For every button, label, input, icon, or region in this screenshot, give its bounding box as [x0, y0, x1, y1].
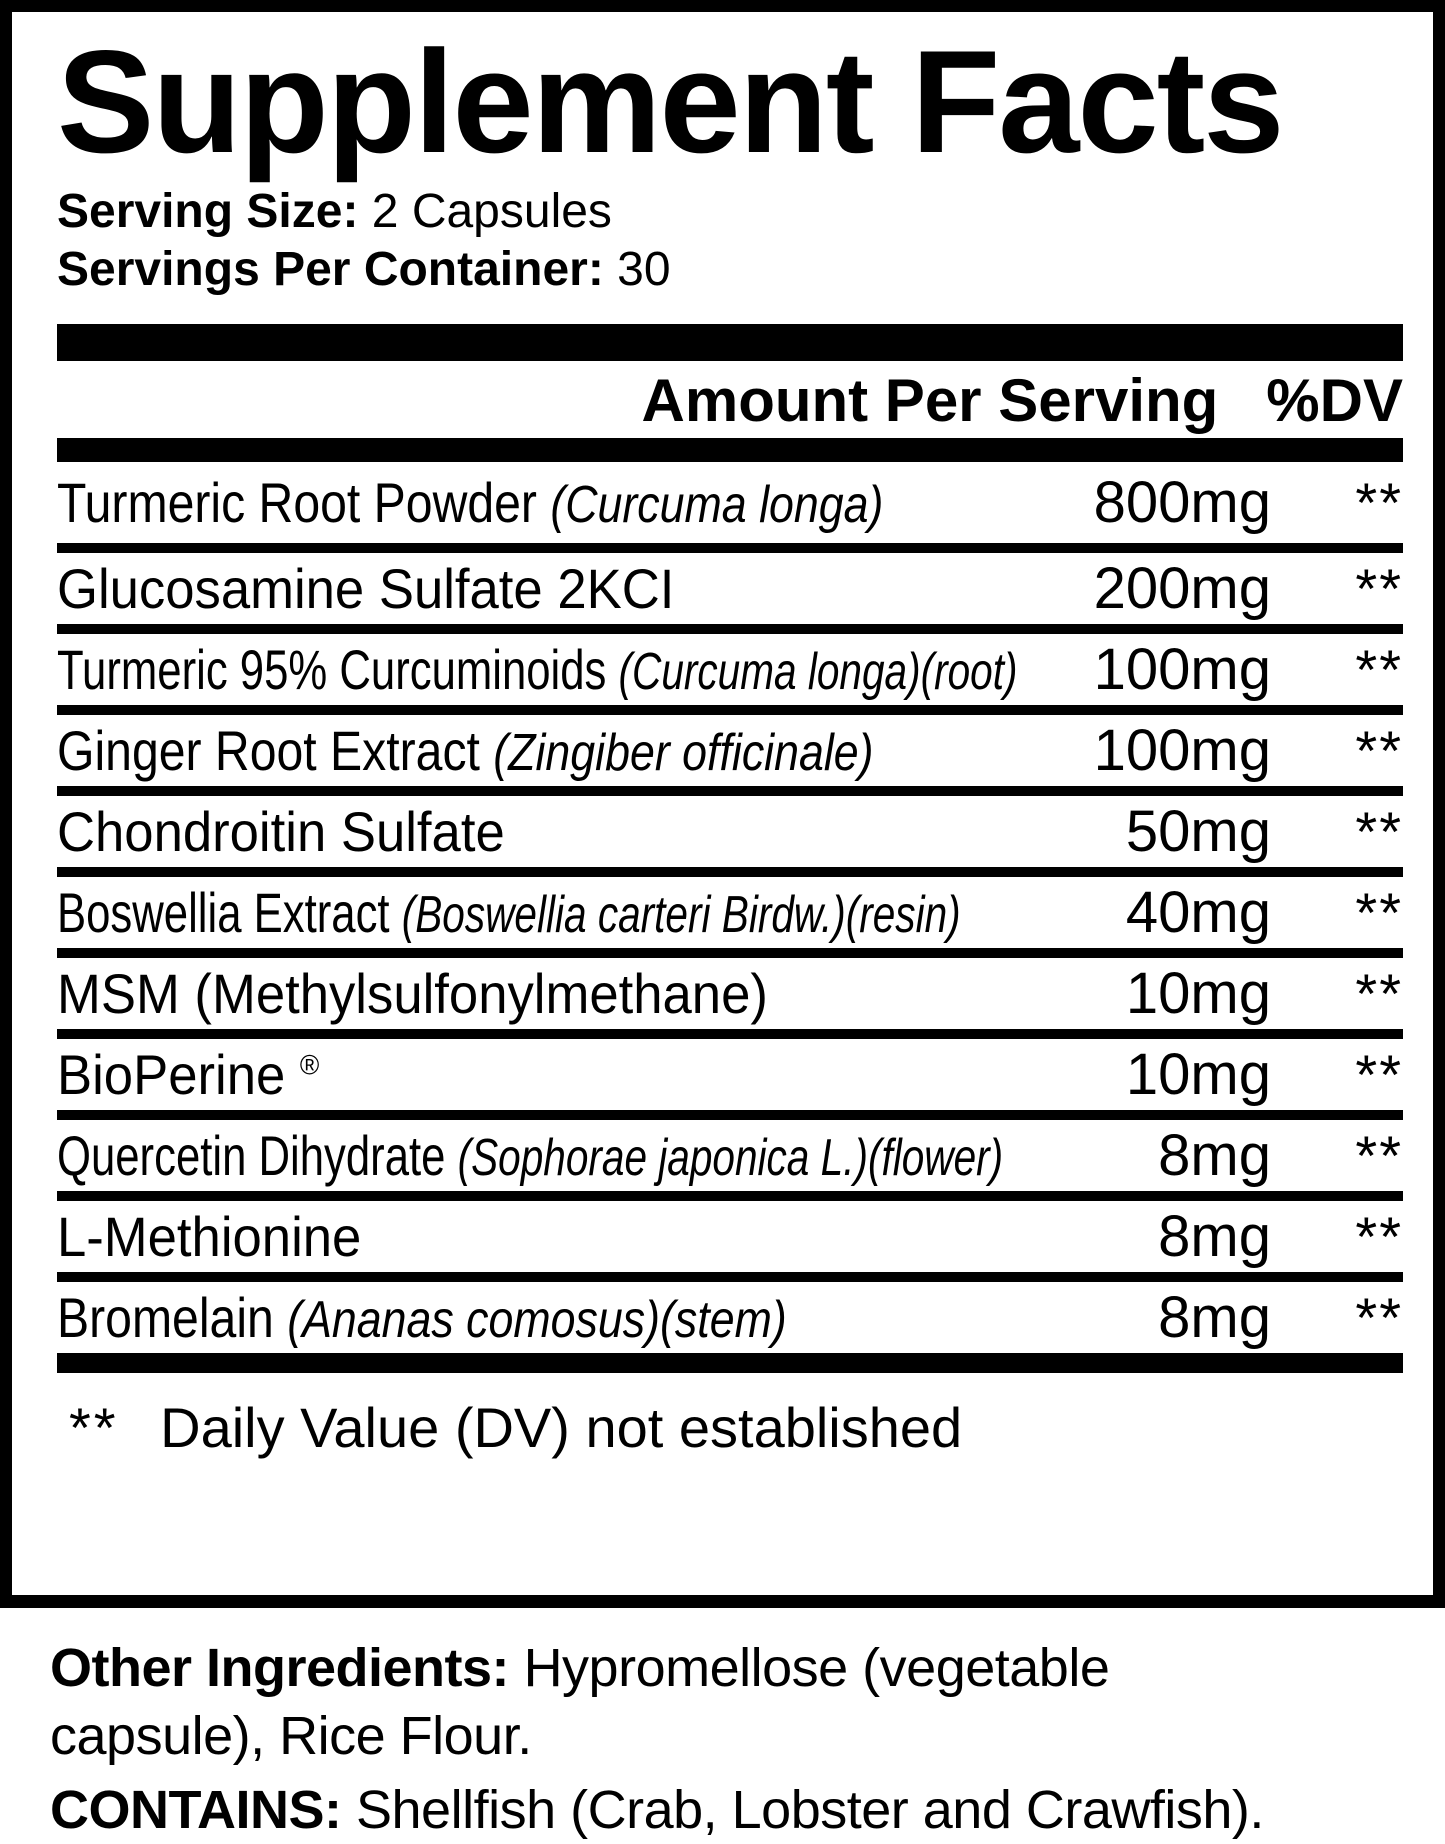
row-name: Quercetin Dihydrate — [57, 1123, 446, 1187]
allergen-statement — [50, 1776, 1445, 1844]
footnote-marker: ** — [69, 1395, 119, 1459]
serving-size-value: 2 Capsules — [371, 184, 612, 238]
contains-text: Shellfish (Crab, Lobster and Crawfish). — [356, 1780, 1264, 1841]
row-botanical-detail: (Ananas comosus)(stem) — [287, 1290, 787, 1349]
ingredient-table — [57, 462, 1403, 1353]
serving-size-line — [57, 183, 1403, 241]
below-panel-section — [0, 1608, 1445, 1844]
row-botanical-detail: (Zingiber officinale) — [493, 723, 874, 782]
row-name-cell — [57, 1042, 1126, 1107]
footnote-text: Daily Value (DV) not established — [160, 1395, 963, 1459]
row-dv: ** — [1355, 961, 1403, 1025]
row-dv: ** — [1355, 799, 1403, 863]
table-row — [57, 624, 1403, 705]
table-row — [57, 705, 1403, 786]
row-dv: ** — [1355, 1285, 1403, 1349]
row-amount: 800mg — [1093, 469, 1271, 535]
row-name-cell — [57, 718, 1094, 783]
row-name: Bromelain — [57, 1285, 274, 1349]
other-ingredients — [50, 1634, 1280, 1770]
row-botanical-detail: (Curcuma longa)(root) — [618, 642, 1018, 701]
row-dv: ** — [1355, 470, 1403, 534]
row-dv: ** — [1355, 556, 1403, 620]
serving-size-label: Serving Size: — [57, 184, 359, 238]
panel-title: Supplement Facts — [57, 20, 1283, 183]
servings-per-container-label: Servings Per Container: — [57, 242, 604, 296]
serving-info — [57, 183, 1403, 298]
header-percent-dv: %DV — [1266, 367, 1403, 435]
row-amount: 40mg — [1125, 879, 1271, 945]
row-amount: 200mg — [1093, 555, 1271, 621]
row-name: Glucosamine Sulfate 2KCI — [57, 556, 675, 620]
table-row — [57, 1029, 1403, 1110]
servings-per-container-line — [57, 241, 1403, 299]
header-divider-bar — [57, 438, 1403, 462]
row-amount: 100mg — [1093, 636, 1271, 702]
table-bottom-bar — [57, 1353, 1403, 1373]
contains-label: CONTAINS: — [50, 1780, 342, 1841]
row-amount: 8mg — [1158, 1203, 1271, 1269]
table-header — [57, 369, 1403, 434]
row-dv: ** — [1355, 1204, 1403, 1268]
row-amount: 10mg — [1125, 960, 1271, 1026]
row-name: Chondroitin Sulfate — [57, 799, 505, 863]
dv-footnote — [57, 1373, 1403, 1460]
row-botanical-detail: (Sophorae japonica L.)(flower) — [457, 1128, 1004, 1187]
row-name-cell — [57, 1123, 1158, 1188]
header-amount-per-serving: Amount Per Serving — [641, 367, 1219, 435]
table-row — [57, 1272, 1403, 1353]
row-amount: 50mg — [1125, 798, 1271, 864]
table-row — [57, 1191, 1403, 1272]
row-name-cell — [57, 556, 1094, 621]
row-name-cell — [57, 1285, 1158, 1350]
row-name-cell — [57, 961, 1126, 1026]
other-ingredients-label: Other Ingredients: — [50, 1638, 510, 1698]
row-botanical-detail: (Curcuma longa) — [550, 475, 884, 534]
row-name: Ginger Root Extract — [57, 718, 480, 782]
row-name-cell — [57, 880, 1126, 945]
other-ingredients-text: Hypromellose (vegetable capsule), Rice Flour. — [50, 1638, 1110, 1767]
row-name: MSM (Methylsulfonylmethane) — [57, 961, 768, 1025]
table-row — [57, 948, 1403, 1029]
table-row — [57, 543, 1403, 624]
row-amount: 10mg — [1125, 1041, 1271, 1107]
row-dv: ** — [1355, 880, 1403, 944]
row-name-cell — [57, 637, 1094, 702]
servings-per-container-value: 30 — [617, 242, 671, 296]
row-amount: 8mg — [1158, 1122, 1271, 1188]
row-amount: 100mg — [1093, 717, 1271, 783]
row-name-cell — [57, 470, 1094, 535]
row-name: L-Methionine — [57, 1204, 362, 1268]
row-botanical-detail: (Boswellia carteri Birdw.)(resin) — [401, 885, 961, 944]
heavy-divider-bar — [57, 324, 1403, 361]
row-dv: ** — [1355, 718, 1403, 782]
row-name: Turmeric Root Powder — [57, 470, 537, 534]
row-name-cell — [57, 1204, 1158, 1269]
row-dv: ** — [1355, 1123, 1403, 1187]
row-dv: ** — [1355, 637, 1403, 701]
row-name: BioPerine — [57, 1042, 286, 1106]
row-name: Boswellia Extract — [57, 880, 390, 944]
table-row — [57, 1110, 1403, 1191]
table-row — [57, 462, 1403, 543]
row-name-cell — [57, 799, 1126, 864]
registered-trademark-symbol: ® — [299, 1049, 320, 1081]
table-row — [57, 786, 1403, 867]
row-name: Turmeric 95% Curcuminoids — [57, 637, 607, 701]
row-dv: ** — [1355, 1042, 1403, 1106]
row-amount: 8mg — [1158, 1284, 1271, 1350]
table-row — [57, 867, 1403, 948]
